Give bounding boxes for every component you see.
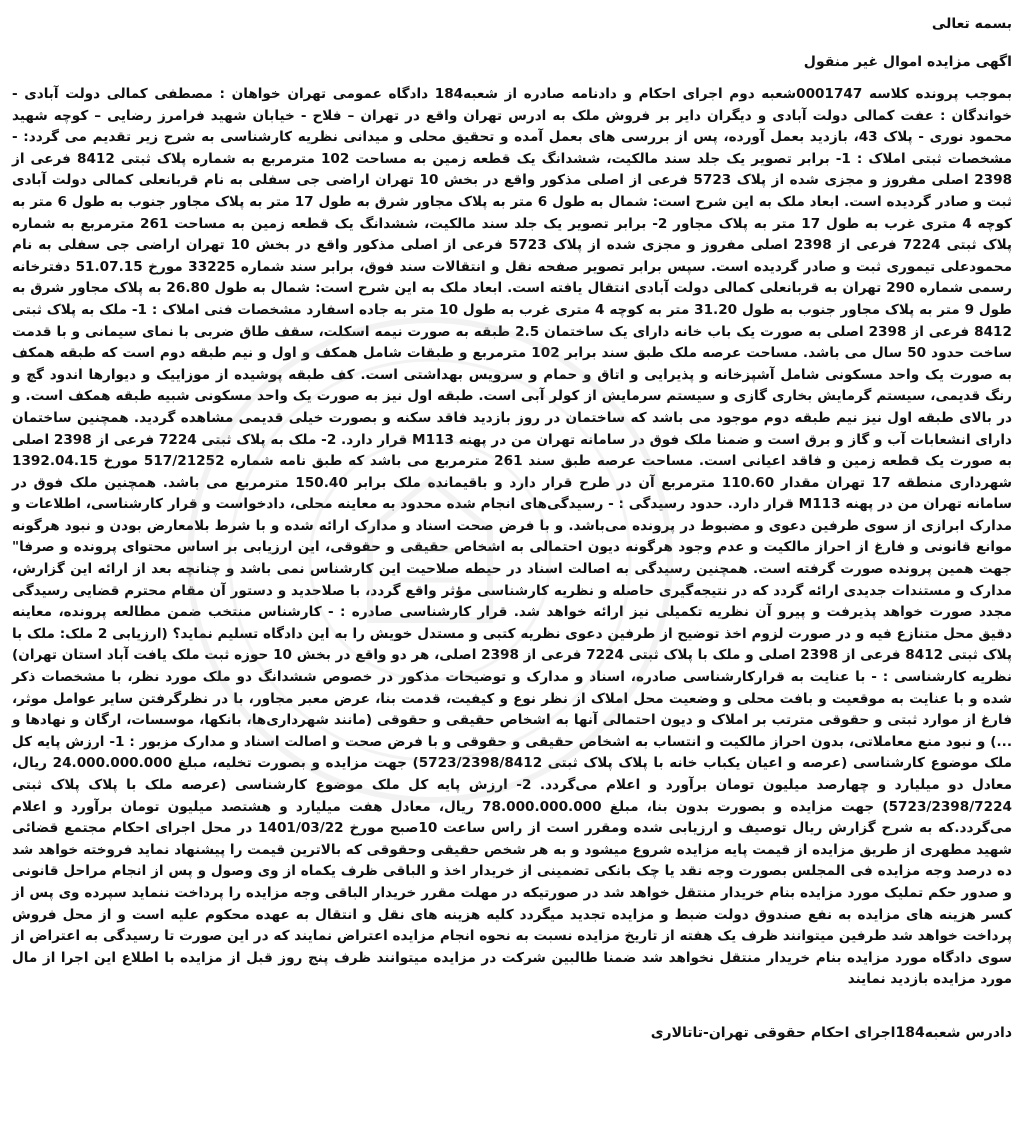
signature-line: دادرس شعبه184اجرای احکام حقوقی تهران-تاتالاری	[650, 1024, 1012, 1041]
page-title: اگهی مزایده اموال غیر منقول	[803, 54, 1012, 70]
greeting-heading: بسمه تعالی	[931, 16, 1012, 32]
announcement-body: بموجب پرونده کلاسه 0001747شعبه دوم اجرای احکام و دادنامه صادره از شعبه184 دادگاه عمومی تهران خواهان : مصطفی کمالی دولت آبادی - خواندگان : عفت کمالی دولت آبادی و دیگران دایر بر فروش ملک به ادرس تهران واقع در تهران – فلاح - خیابان شهید فرامرز رضایی – کوچه شهید محمود نوری - پلاک 43، بازدید بعمل آورده، پس از بررسی های بعمل آمده و تحقیق محلی و میدانی نظریه کارشناسی به شرح زیر تقدیم می گردد: - مشخصات ثبتی املاک : 1- برابر تصویر یک جلد سند مالکیت، ششدانگ یک قطعه زمین به مساحت 102 مترمربع به شماره پلاک ثبتی 8412 فرعی از 2398 اصلی مفروز و مجزی شده از پلاک 5723 فرعی از اصلی مذکور واقع در بخش 10 تهران اراضی جی سفلی به نام قربانعلی کمالی دولت آبادی ثبت و صادر گردیده است. ابعاد ملک به این شرح است: شمال به طول 6 متر به پلاک مجاور شرق به طول 17 متر به پلاک مجاور جنوب به طول 6 متر به کوچه 4 متری غرب به طول 17 متر به پلاک مجاور 2- برابر تصویر یک جلد سند مالکیت، ششدانگ یک قطعه زمین به مساحت 261 مترمربع به شماره پلاک ثبتی 7224 فرعی از 2398 اصلی مفروز و مجزی شده از پلاک 5723 فرعی از اصلی مذکور واقع در بخش 10 تهران اراضی جی سفلی به نام محمودعلی تیموری ثبت و صادر گردیده است. سپس برابر تصویر صفحه نقل و انتقالات سند فوق، برابر سند شماره 33225 مورخ 51.07.15 دفترخانه رسمی شماره 290 تهران به قربانعلی کمالی دولت آبادی انتقال یافته است. ابعاد ملک به این شرح است: شمال به طول 26.80 به پلاک مجاور شرق به طول 9 متر به پلاک مجاور جنوب به طول 31.20 متر به کوچه 4 متری غرب به طول 10 متر به جاده اسفارد مشخصات فنی املاک : 1- ملک به پلاک ثبتی 8412 فرعی از 2398 اصلی به صورت یک باب خانه دارای یک ساختمان 2.5 طبقه به صورت نیمه اسکلت، سقف طاق ضربی با نمای سیمانی و با قدمت ساخت حدود 50 سال می باشد. مساحت عرصه ملک طبق سند برابر 102 مترمربع و طبقات شامل همکف و اول و نیم طبقه دوم است که طبقه همکف به صورت یک واحد مسکونی شامل آشپزخانه و پذیرایی و اتاق و حمام و سرویس بهداشتی است. کف طبقه پوشیده از موزاییک و دیوارها اندود گچ و رنگ قدیمی، سیستم گرمایش بخاری گازی و سیستم سرمایش از کولر آبی است. طبقه اول نیز به صورت یک واحد مسکونی شبیه طبقه همکف است. و در بالای طبقه اول نیز نیم طبقه دوم موجود می باشد که ساختمان در روز بازدید فاقد سکنه و بصورت خیلی قدیمی مشاهده گردید. همچنین ساختمان دارای انشعابات آب و گاز و برق است و ضمنا ملک فوق در سامانه تهران من در پهنه M113 قرار دارد. 2- ملک به پلاک ثبتی 7224 فرعی از 2398 اصلی به صورت یک قطعه زمین و فاقد اعیانی است. مساحت عرصه طبق سند 261 مترمربع می باشد که طبق نامه شماره 517/21252 مورخ 1392.04.15 شهرداری منطقه 17 تهران مقدار 110.60 مترمربع آن در طرح قرار دارد و باقیمانده ملک برابر 150.40 مترمربع می باشد. همچنین ملک فوق در سامانه تهران من در پهنه M113 قرار دارد. حدود رسیدگی : - رسیدگی‌های انجام شده محدود به معاینه محلی، دادخواست و قرار کارشناسی، اطلاعات و مدارک ابرازی از سوی طرفین دعوی و مضبوط در پرونده می‌باشد. و با فرض صحت اسناد و مدارک ارائه شده و با شرط بلامعارض بودن و نبود هرگونه موانع قانونی و فارغ از احراز مالکیت و عدم وجود هرگونه دیون احتمالی به اشخاص حقیقی و حقوقی، این ارزیابی بر اساس محتوای پرونده و صرفا" جهت همین پرونده صورت گرفته است. همچنین رسیدگی به اصالت اسناد در حیطه صلاحیت این کارشناس نمی باشد و چنانچه بعد از ارائه این گزارش، مدارک و مستندات جدیدی ارائه گردد که در نتیجه‌گیری حاصله و نظریه کارشناسی مؤثر واقع گردد، با صلاحدید و دستور آن مقام محترم قضایی رسیدگی مجدد صورت خواهد پذیرفت و پیرو آن نظریه تکمیلی نیز ارائه خواهد شد. قرار کارشناسی صادره : - کارشناس منتخب ضمن مطالعه پرونده، معاینه دقیق محل متنازع فیه و در صورت لزوم اخذ توضیح از طرفین دعوی نظریه کتبی و مستدل خویش را به این دادگاه تسلیم نماید؟ (ارزیابی 2 ملک: ملک با پلاک ثبتی 8412 فرعی از 2398 اصلی و ملک با پلاک ثبتی 7224 فرعی از 2398 اصلی، هر دو واقع در بخش 10 حوزه ثبت ملک یافت آباد استان تهران) نظریه کارشناسی : - با عنایت به قرارکارشناسی صادره، اسناد و مدارک و توضیحات مذکور در خصوص ششدانگ دو ملک مورد نظر، با مشخصات ذکر شده و با عنایت به موقعیت و بافت محلی و وضعیت محل املاک از نظر نوع و کیفیت، قدمت بنا، عرض معبر مجاور، با در نظرگرفتن سایر عوامل موثر، فارغ از موارد ثبتی و حقوقی مترتب بر املاک و دیون احتمالی آنها به اشخاص حقیقی و حقوقی (مانند شهرداری‌ها، بانکها، موسسات، ارگان و نهادها و ...) و نبود منع معاملاتی، بدون احراز مالکیت و انتساب به اشخاص حقیقی و حقوقی و با فرض صحت و اصالت اسناد و مدارک مزبور : 1- ارزش پایه کل ملک موضوع کارشناسی (عرصه و اعیان یکباب خانه با پلاک پلاک ثبتی 5723/2398/8412) جهت مزایده و بصورت تخلیه، مبلغ 24.000.000.000 ریال، معادل دو میلیارد و چهارصد میلیون تومان برآورد و اعلام می‌گردد. 2- ارزش پایه کل ملک موضوع کارشناسی (عرصه ملک با پلاک پلاک ثبتی 5723/2398/7224) جهت مزایده و بصورت بدون بنا، مبلغ 78.000.000.000 ریال، معادل هفت میلیارد و هشتصد میلیون تومان برآورد و اعلام می‌گردد.که به شرح گزارش ریال توصیف و ارزیابی شده ومقرر است از راس ساعت 10صبح مورخ 1401/03/22 در محل اجرای احکام مجتمع قضائی شهید مطهری از طریق مزایده از قیمت پایه مزایده شروع میشود و به هر شخص حقیقی وحقوقی که بالاترین قیمت را پیشنهاد نماید فروخته خواهد شد ده درصد وجه مزایده فی المجلس بصورت وجه نقد یا چک بانکی تضمینی از خریدار اخذ و الباقی ظرف یکماه از وی وصول و پس از انجام مراحل قانونی و صدور حکم تملیک مورد مزایده بنام خریدار منتقل خواهد شد در صورتیکه در مهلت مقرر خریدار الباقی وجه مزایده را پرداخت ننماید سپرده وی پس از کسر هزینه های مزایده به نفع صندوق دولت ضبط و مزایده تجدید میگردد کلیه هزینه های نقل و انتقال به عهده محکوم علیه است و از محل فروش پرداخت خواهد شد طرفین میتوانند ظرف یک هفته از تاریخ مزایده نسبت به نحوه انجام مزایده اعتراض نمایند که در این صورت تا رسیدگی به اعتراض از سوی دادگاه مورد مزایده بنام خریدار منتقل نخواهد شد ضمنا طالبین شرکت در مزایده میتوانند ظرف پنج روز قبل از مزایده با اطلاع این اجرا از مال مورد مزایده بازدید نمایند	[12, 86, 1013, 988]
